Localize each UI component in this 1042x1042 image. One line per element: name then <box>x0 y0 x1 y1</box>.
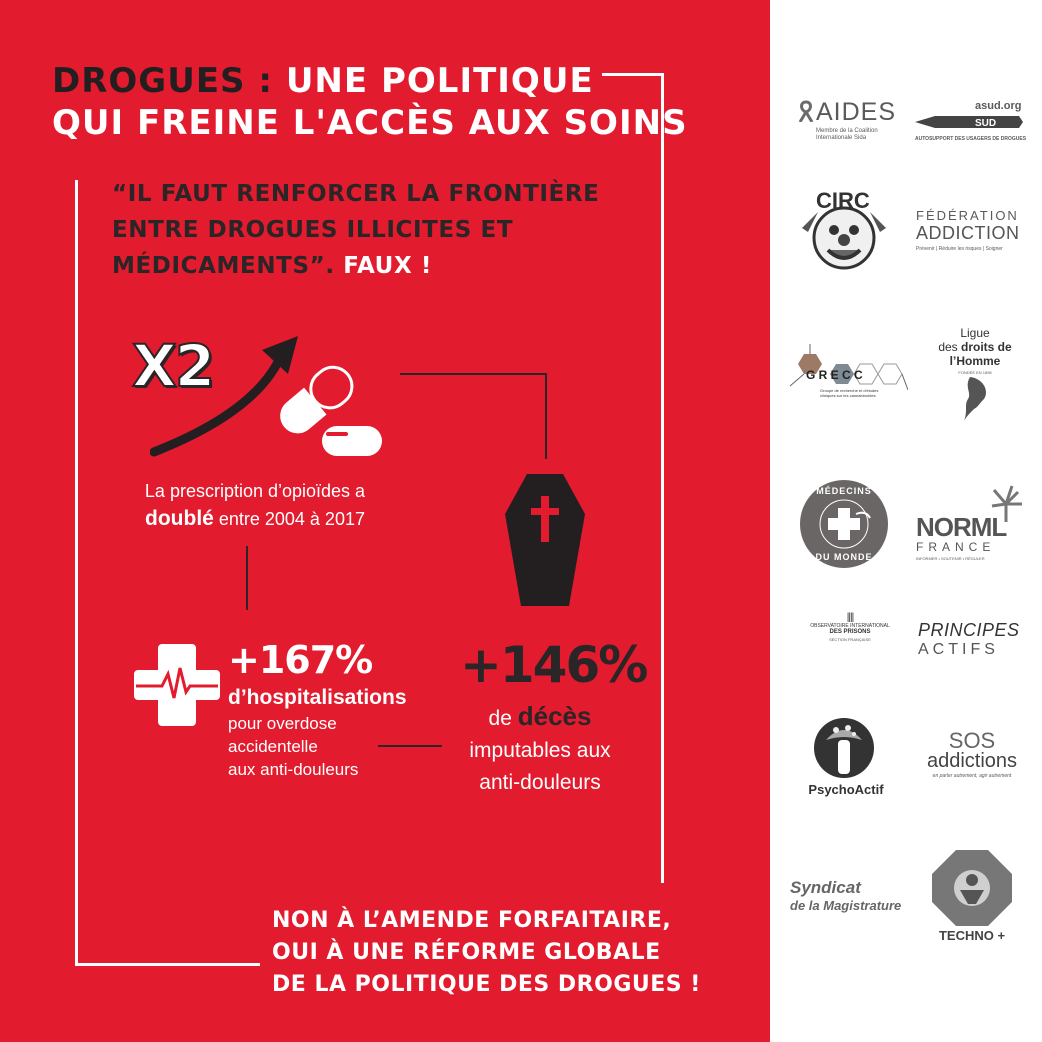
stat2-value: +167% <box>228 638 373 682</box>
bottom-slogan: NON À L’AMENDE FORFAITAIRE, OUI À UNE RÉFORME GLOBALE DE LA POLITIQUE DES DROGUES ! <box>272 908 701 997</box>
logo-principes-actifs: PRINCIPES ACTIFS <box>918 620 1020 658</box>
stat1-text: La prescription d’opioïdes a doublé entre 2004 à 2017 <box>144 481 366 530</box>
frame-right <box>661 73 664 883</box>
connector-vertical-left <box>246 546 248 610</box>
x2-value: X2 <box>132 332 214 400</box>
page-title: DROGUES : UNE POLITIQUE <box>52 61 594 101</box>
ribbon-icon <box>798 100 814 122</box>
medical-cross-icon <box>132 640 222 730</box>
logos-panel: AIDES Membre de la Coalition Internationale Sida asud.org SUD AUTOSUPPORT DES USAGERS DE DROGUES CIRC FÉDÉRATION ADDICTION Prévenir | Réduire les risques | Soigner G R E C C Groupe de recherche et d'études cliniques sur les cannabinoïdes Ligue des droits de l’Homme FONDÉE EN 1898 MÉDECINS DU MONDE NORML FRANCE INFORMER • SOUTENIR • RÉGULER |||| OBSERVATOIRE INTERNATIONAL DES PRISONS SECTION FRANÇAISE PRINCIPES ACTIFS PsychoActif SOS addictions en parler autrement, agir autrement Syndicat de la Magistrature TECHNO + <box>770 0 1042 1042</box>
quote-block: “IL FAUT RENFORCER LA FRONTIÈRE ENTRE DROGUES ILLICITES ET MÉDICAMENTS”. FAUX ! <box>112 181 600 279</box>
svg-text:SUD: SUD <box>975 118 997 129</box>
page-title-line2: QUI FREINE L'ACCÈS AUX SOINS <box>52 103 688 143</box>
logo-circ: CIRC <box>798 188 890 274</box>
logo-norml: NORML FRANCE INFORMER • SOUTENIR • RÉGULER <box>916 484 1032 574</box>
syringe-icon <box>915 112 1027 132</box>
frame-bottom-left <box>75 963 260 966</box>
frame-left <box>75 180 78 966</box>
connector-top-right-h <box>400 373 546 375</box>
title-drogues: DROGUES <box>52 61 246 101</box>
logo-medecins-du-monde: MÉDECINS DU MONDE <box>798 478 890 570</box>
logo-techno-plus: TECHNO + <box>930 848 1014 944</box>
connector-top-right-v <box>545 373 547 459</box>
stat3-value: +146% <box>460 636 647 694</box>
logo-ldh: Ligue des droits de l’Homme FONDÉE EN 1898 <box>920 326 1030 426</box>
logo-sos-addictions: SOS addictions en parler autrement, agir autrement <box>926 728 1018 779</box>
stat3-text: de décès imputables aux anti-douleurs <box>469 701 611 794</box>
frame-top-right <box>602 73 664 76</box>
title-politique: UNE POLITIQUE <box>285 61 594 101</box>
logo-grecc: G R E C C Groupe de recherche et d'études cliniques sur les cannabinoïdes <box>784 340 908 404</box>
logo-federation-addiction: FÉDÉRATION ADDICTION Prévenir | Réduire les risques | Soigner <box>916 208 1020 252</box>
profile-icon <box>960 377 990 421</box>
logo-oip: |||| OBSERVATOIRE INTERNATIONAL DES PRISONS SECTION FRANÇAISE <box>800 612 900 642</box>
bars-icon: |||| <box>846 612 854 623</box>
logo-syndicat-magistrature: Syndicat de la Magistrature <box>790 878 902 913</box>
pill-icon <box>268 358 386 468</box>
faux-label: FAUX ! <box>343 253 432 279</box>
logo-psychoactif: PsychoActif <box>796 710 896 806</box>
mushroom-icon <box>796 710 896 790</box>
stat2-text: d’hospitalisations pour overdose accidentelle aux anti-douleurs <box>228 686 407 779</box>
coffin-icon <box>505 474 585 606</box>
techno-emblem-icon <box>930 848 1014 928</box>
